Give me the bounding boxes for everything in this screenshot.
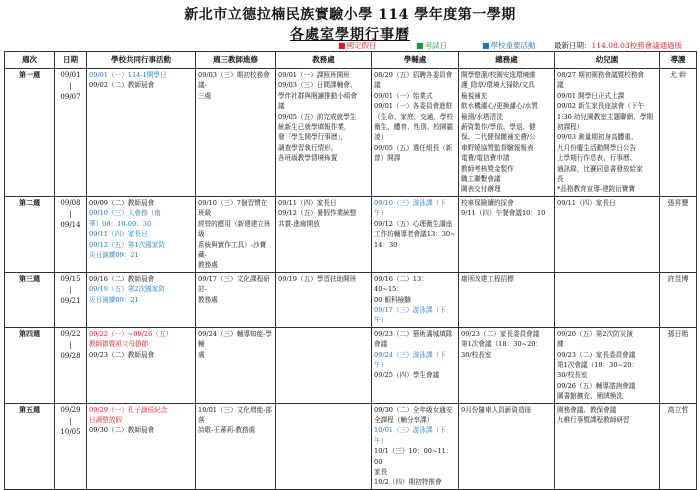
event-line: 09/23（二）家長委員會議 bbox=[461, 329, 540, 338]
event-line: 09/02（二）教師晨會 bbox=[89, 81, 155, 90]
event-line: 09/17（三）文化課程研討- bbox=[198, 274, 270, 294]
event-line: 午） bbox=[374, 360, 388, 369]
date-start: 09/22 bbox=[60, 329, 81, 338]
event-line: 10/1（三）10：00~11：00 bbox=[374, 447, 453, 466]
event-line: 09/01 開學日正式上課 bbox=[557, 91, 625, 100]
event-line: 9/11（四）午餐會議10：10 bbox=[461, 209, 546, 218]
event-line: 圖書館擴充、桶絨換洗 bbox=[557, 392, 623, 401]
date-separator: | bbox=[69, 416, 72, 425]
week-row bbox=[5, 327, 697, 403]
event-line: 09/19（五）第2次國家防 bbox=[89, 285, 165, 294]
event-line: 曾）開課 bbox=[374, 154, 401, 163]
event-line: 00 眼科檢驗 bbox=[374, 295, 411, 304]
event-line: 圖表交付辦理 bbox=[461, 185, 501, 194]
duty-teacher-name: 高立哲 bbox=[660, 403, 697, 489]
teacher-training-cell bbox=[196, 272, 276, 327]
event-line: 09/02 新生家長座談會（下午 bbox=[557, 102, 645, 111]
kindergarten-cell bbox=[555, 196, 660, 272]
event-line: 10/01（三）文化增能-部落 bbox=[198, 405, 272, 424]
event-line: 保、二代健保繳補充費/公 bbox=[461, 133, 536, 142]
academic-cell bbox=[276, 196, 372, 272]
event-line: 午） bbox=[374, 209, 388, 218]
event-line: 會議 bbox=[374, 340, 388, 349]
school-activities-cell bbox=[87, 69, 196, 197]
date-separator: | bbox=[69, 340, 72, 349]
date-separator: | bbox=[69, 285, 72, 294]
event-line: 教師節暨祖父母節節 bbox=[89, 340, 149, 349]
event-line: 09/11（四）家長日 bbox=[557, 198, 616, 207]
date-end: 09/28 bbox=[60, 351, 81, 360]
event-line: 通訊錄，比賽同意書發放給家 bbox=[557, 164, 643, 173]
kindergarten-cell bbox=[555, 327, 660, 403]
general-affairs-cell bbox=[459, 403, 555, 489]
counseling-cell bbox=[372, 403, 459, 489]
week-label: 第五週 bbox=[5, 403, 55, 489]
counseling-cell bbox=[372, 272, 459, 327]
event-line: 災日演練09：21 bbox=[89, 295, 139, 304]
event-line: 09/09（二）教師晨會 bbox=[89, 198, 155, 207]
date-range bbox=[55, 196, 87, 272]
event-line: 09/01（一）課照班開班 bbox=[278, 71, 350, 79]
event-line: 09/29（一）孔子誕辰紀念 bbox=[89, 405, 168, 414]
col-kindergarten: 幼兒園 bbox=[555, 52, 660, 69]
event-line: 議 bbox=[557, 81, 564, 90]
week-row bbox=[5, 69, 697, 197]
event-line: 09/05（五）前完成就學生 bbox=[278, 112, 357, 121]
event-line: 全課程（輔分享課） bbox=[374, 416, 434, 424]
event-line: 午） bbox=[374, 436, 388, 445]
col-general-affairs: 總務處 bbox=[459, 52, 555, 69]
event-line: 開學整潔/校園安逸環境維 bbox=[461, 71, 536, 79]
date-separator: | bbox=[69, 82, 72, 90]
week-label: 第一週 bbox=[5, 69, 55, 197]
event-line: 第1次會議（18：30~20： bbox=[461, 340, 543, 349]
date-end: 10/05 bbox=[60, 427, 81, 436]
blue-square-icon: ■ bbox=[482, 41, 490, 50]
red-square-icon: ■ bbox=[338, 41, 346, 50]
legend-exam: ■考試日 bbox=[416, 41, 448, 50]
week-row bbox=[5, 403, 697, 489]
legend-school-event: ■學校重要活動 bbox=[482, 41, 536, 50]
legend-holiday: ■國定假日 bbox=[338, 41, 377, 50]
event-line: 學伴社群與閱讀推動小組會 bbox=[278, 91, 358, 100]
event-line: 檢視補充 bbox=[461, 91, 488, 100]
general-affairs-cell bbox=[459, 69, 555, 197]
event-line: 09/10（三）游泳課（下 bbox=[374, 198, 446, 207]
event-line: 09/23（二）教師晨會 bbox=[89, 350, 155, 359]
schedule-table bbox=[4, 51, 697, 490]
academic-cell bbox=[276, 403, 372, 489]
date-range bbox=[55, 69, 87, 197]
general-affairs-cell bbox=[459, 196, 555, 272]
event-line: 飲水機濾心/更換濾心/水質 bbox=[461, 102, 538, 111]
event-line: 發「學生開學行事曆」， bbox=[278, 133, 348, 142]
kindergarten-cell bbox=[555, 272, 660, 327]
event-line: 凌） bbox=[374, 133, 388, 142]
event-line: 日調整放假 bbox=[89, 416, 122, 424]
col-week: 週次 bbox=[5, 52, 55, 69]
event-line: *品格教育宣導-建院衍寶寶 bbox=[557, 185, 636, 194]
duty-teacher-name: 尤 幹 bbox=[660, 69, 697, 197]
event-line: 系統與實作工具）-沙寶藏- bbox=[198, 240, 267, 259]
event-line: 09/03（三）期初校務會議- bbox=[198, 71, 270, 90]
event-line: 初課程） bbox=[557, 123, 584, 132]
col-duty-teacher: 導護 bbox=[660, 52, 697, 69]
event-line: 處 bbox=[198, 350, 205, 359]
event-line: 長 bbox=[557, 175, 564, 184]
week-label: 第四週 bbox=[5, 327, 55, 403]
legend-last-updated: 最新日期：114.08.03校務會議通過版 bbox=[554, 41, 683, 50]
event-line: 教師考核獎金製作 bbox=[461, 164, 514, 173]
event-line: 檢測/水塔清洗 bbox=[461, 112, 503, 121]
event-line: 10/2（四）期初特推會 bbox=[374, 478, 442, 487]
week-label: 第三週 bbox=[5, 272, 55, 327]
general-affairs-cell bbox=[459, 327, 555, 403]
event-line: 09/16（二）13：40~15： bbox=[374, 274, 428, 294]
event-line: 衛生、體育、性別、校園霸 bbox=[374, 123, 454, 132]
event-line: 09/12（五）暑假作業統整 bbox=[278, 209, 357, 218]
duty-teacher-name: 許昱博 bbox=[660, 272, 697, 327]
event-line: 14：30 bbox=[374, 240, 398, 249]
event-line: 09/11（四）家長日 bbox=[278, 198, 337, 207]
event-line: 09/23（二）藝術滿城填隊 bbox=[374, 329, 453, 338]
date-end: 09/21 bbox=[60, 296, 81, 305]
event-line: 09/05（五）選任組長（新 bbox=[374, 143, 453, 152]
event-line: 各班級教學情境佈置 bbox=[278, 154, 338, 163]
school-activities-cell bbox=[87, 196, 196, 272]
event-line: 園務會議、教保會議 bbox=[557, 405, 617, 414]
date-range bbox=[55, 272, 87, 327]
event-line: 09/11（四）家長日 bbox=[89, 230, 148, 239]
calendar-subtitle: 各處室學期行事曆 bbox=[290, 27, 410, 43]
event-line: 薪資製作/學依、學退、健 bbox=[461, 123, 536, 132]
teacher-training-cell bbox=[196, 69, 276, 197]
kindergarten-cell bbox=[555, 69, 660, 197]
event-line: 9月份隨車人員薪資造冊 bbox=[461, 405, 532, 414]
event-line: 09/10（三）7個習慣在班級 bbox=[198, 198, 268, 218]
event-line: 09/19（五）學習扶助開班 bbox=[278, 274, 357, 283]
week-label: 第二週 bbox=[5, 196, 55, 272]
col-school-activities: 學校共同行事活動 bbox=[87, 52, 196, 69]
event-line: 午） bbox=[374, 316, 388, 325]
event-line: 議 bbox=[278, 102, 285, 111]
school-activities-cell bbox=[87, 403, 196, 489]
event-line: 09/17（三）游泳課（下 bbox=[374, 305, 446, 314]
teacher-training-cell bbox=[196, 403, 276, 489]
event-line: 09/26（五）輔導諮詢會議 bbox=[557, 381, 636, 390]
event-line: 09/12（五）第1次國家防 bbox=[89, 240, 165, 249]
event-line: 09/23（二）家長委員會議 bbox=[557, 350, 636, 359]
date-start: 09/15 bbox=[60, 274, 81, 283]
event-line: 第1次會議（18：30~20： bbox=[557, 360, 639, 369]
col-academic-office: 教務處 bbox=[276, 52, 372, 69]
event-line: 09/03（三）日間課輔會、 bbox=[278, 81, 357, 90]
event-line: 經營的應用（新建建立班級 bbox=[198, 219, 271, 239]
date-start: 09/29 bbox=[60, 405, 81, 414]
col-counseling-office: 學輔處 bbox=[372, 52, 459, 69]
header-row bbox=[5, 52, 697, 69]
event-line: 護_除草/環境大掃除/文具 bbox=[461, 81, 535, 90]
event-line: 校車保險續約採會 bbox=[461, 198, 514, 207]
event-line: 議 bbox=[374, 81, 381, 90]
academic-cell bbox=[276, 69, 372, 197]
event-line: 共賞-進廊開放 bbox=[278, 219, 320, 228]
event-line: 09/22（一）~09/26（五） bbox=[89, 329, 173, 338]
event-line: 09/01（一）各委員會進駐 bbox=[374, 102, 453, 111]
school-activities-cell bbox=[87, 327, 196, 403]
date-start: 09/08 bbox=[60, 198, 81, 207]
event-line: 電費/電信費申請 bbox=[461, 154, 510, 163]
event-line: 家長 bbox=[374, 468, 388, 477]
event-line: 廁所改建工程招標 bbox=[461, 274, 514, 283]
event-line: 09/10（三）入會務（南 bbox=[89, 209, 161, 218]
kindergarten-cell bbox=[555, 403, 660, 489]
event-line: 教務處 bbox=[198, 261, 218, 270]
green-square-icon: ■ bbox=[416, 41, 424, 50]
event-line: 詩歌-王蕃莉-教務處 bbox=[198, 426, 256, 435]
event-line: 工作坊輔導老會議13：30~ bbox=[374, 230, 456, 239]
date-range bbox=[55, 327, 87, 403]
event-line: 練 bbox=[557, 340, 564, 349]
date-separator: | bbox=[69, 209, 72, 218]
event-line: 九稚行事暨課程教師研習 bbox=[557, 416, 630, 424]
col-date: 日期 bbox=[55, 52, 87, 69]
event-line: 車野燒協質監督驗報報表 bbox=[461, 143, 534, 152]
date-range bbox=[55, 403, 87, 489]
col-teacher-training: 週三教師進修 bbox=[196, 52, 276, 69]
counseling-cell bbox=[372, 69, 459, 197]
event-line: 華）08：10-09：30 bbox=[89, 219, 152, 228]
event-line: （生命、家庭、交通、學校 bbox=[374, 112, 454, 121]
event-line: 30/校長室 bbox=[461, 350, 492, 359]
school-activities-cell bbox=[87, 272, 196, 327]
event-line: 08/27 期初園務會議暨校務會 bbox=[557, 71, 645, 79]
event-line: 09/01（一）始業式 bbox=[374, 91, 433, 100]
event-line: 30/校長室 bbox=[557, 371, 588, 380]
week-row bbox=[5, 272, 697, 327]
event-line: 09/16（二）教師晨會 bbox=[89, 274, 155, 283]
event-line: 09/24（三）輔導知能-學輔 bbox=[198, 329, 272, 349]
event-line: 10/01（三）游泳課（下 bbox=[374, 426, 446, 435]
counseling-cell bbox=[372, 196, 459, 272]
event-line: 09/03 測量期初身高體重、 bbox=[557, 133, 638, 142]
event-line: 09/30（二）全年級女通安 bbox=[374, 405, 453, 414]
week-row bbox=[5, 196, 697, 272]
date-end: 09/07 bbox=[60, 93, 81, 101]
event-line: 調查學習執行情形。 bbox=[278, 143, 338, 152]
counseling-cell bbox=[372, 327, 459, 403]
event-line: 09/25（四）學生會議 bbox=[374, 371, 440, 380]
event-line: 09/01（一）114-1開學日 bbox=[89, 71, 167, 79]
event-line: 09/30（二）教師晨會 bbox=[89, 426, 155, 435]
event-line: 09/20（五）第2次防災演 bbox=[557, 329, 633, 338]
event-line: 九月份慶生活動開學日公告 bbox=[557, 143, 637, 152]
event-line: 1:30 幼兒園教室主題聯網、學期 bbox=[557, 112, 654, 121]
general-affairs-cell bbox=[459, 272, 555, 327]
event-line: 上學期行作息表、行事曆、 bbox=[557, 154, 637, 163]
event-line: 災日演練09：21 bbox=[89, 250, 139, 259]
event-line: 09/24（三）游泳課（下 bbox=[374, 350, 446, 359]
event-line: 職工聯繫會議 bbox=[461, 175, 501, 184]
event-line: 統新生已就學填報作業， bbox=[278, 123, 351, 132]
academic-cell bbox=[276, 272, 372, 327]
date-start: 09/01 bbox=[60, 71, 81, 79]
academic-cell bbox=[276, 327, 372, 403]
teacher-training-cell bbox=[196, 327, 276, 403]
event-line: 08/29（五）招聘各委員會 bbox=[374, 71, 453, 79]
school-title: 新北市立德拉楠民族實驗小學 114 學年度第一學期 bbox=[184, 7, 516, 23]
duty-teacher-name: 孫日貽 bbox=[660, 327, 697, 403]
date-end: 09/14 bbox=[60, 220, 81, 229]
event-line: 教務處 bbox=[198, 295, 218, 304]
event-line: 三處 bbox=[198, 91, 212, 100]
duty-teacher-name: 張昇豐 bbox=[660, 196, 697, 272]
teacher-training-cell bbox=[196, 196, 276, 272]
event-line: 09/12（五）心理衛生講座 bbox=[374, 219, 453, 228]
